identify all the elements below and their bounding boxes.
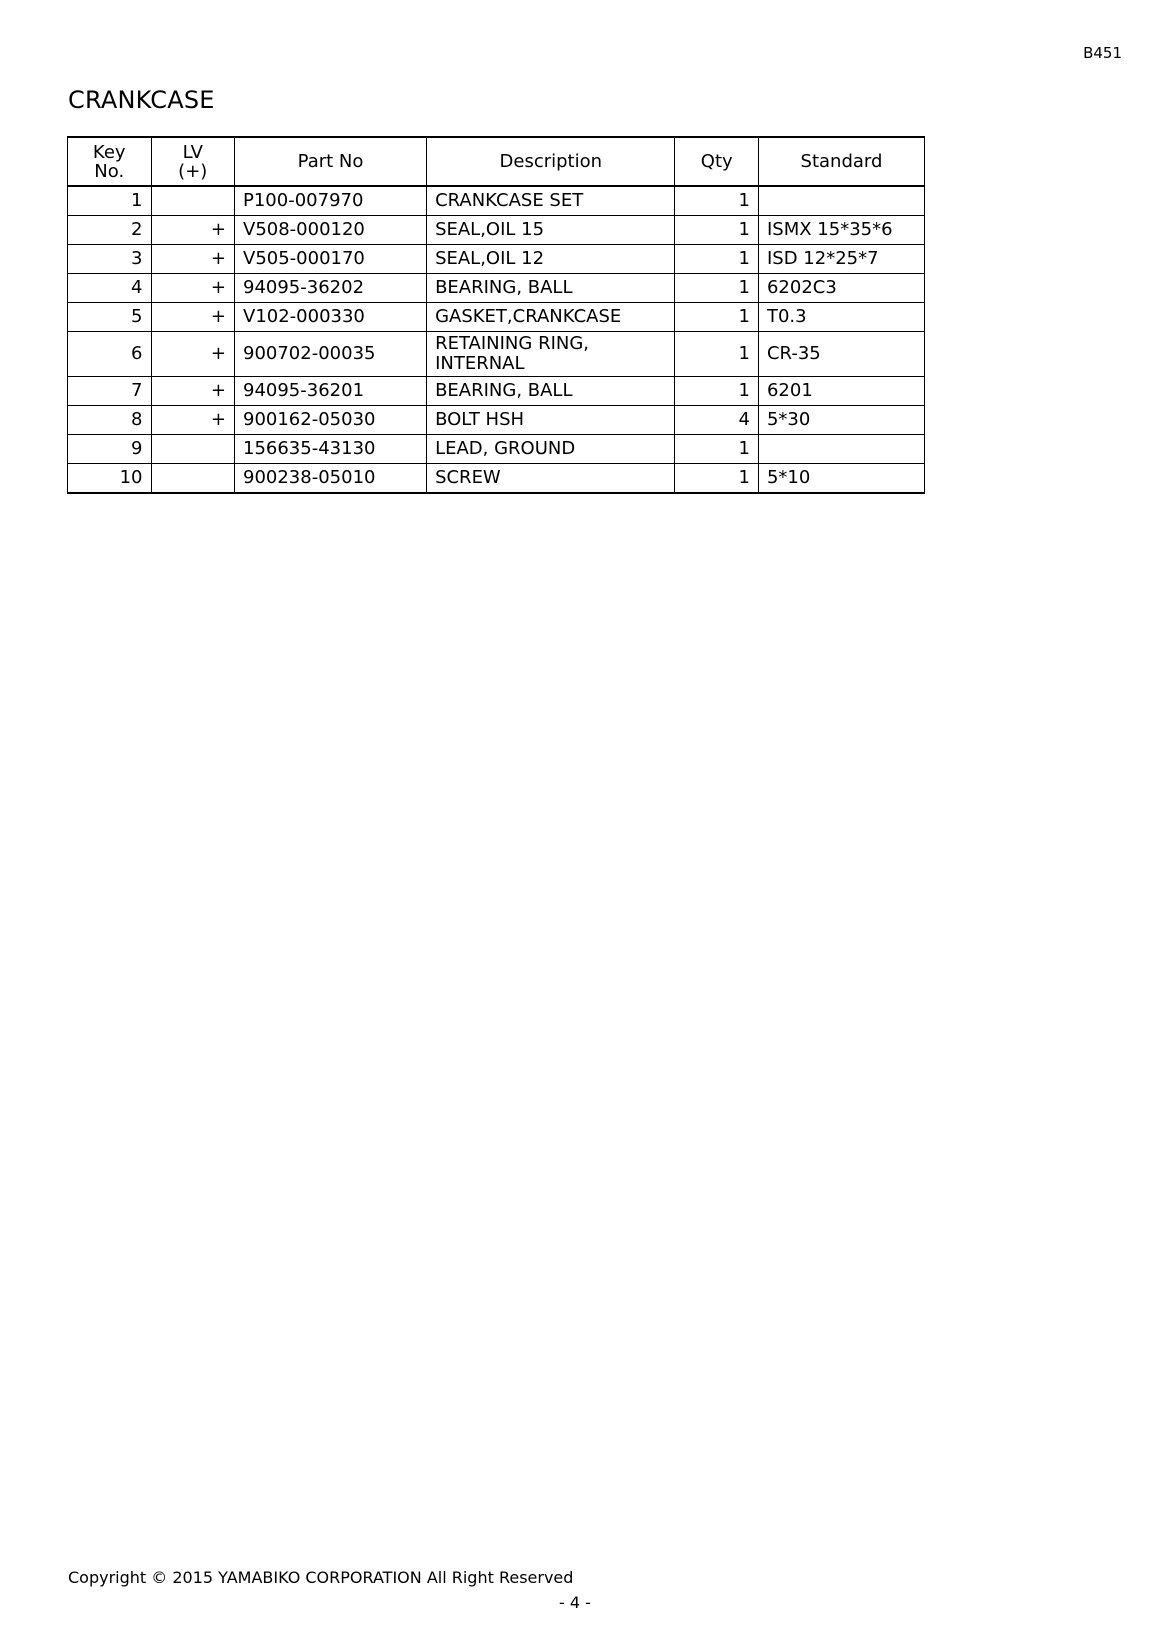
header-qty: Qty: [675, 137, 759, 186]
part-no-cell: V505-000170: [235, 245, 427, 274]
parts-table-body: [68, 186, 925, 493]
part-no-cell: 900238-05010: [235, 464, 427, 494]
header-key-line2: No.: [94, 160, 125, 182]
part-no-cell: V102-000330: [235, 303, 427, 332]
standard-cell: ISD 12*25*7: [758, 245, 924, 274]
page-number: - 4 -: [559, 1593, 591, 1612]
header-standard: Standard: [758, 137, 924, 186]
lv-cell: [151, 186, 235, 216]
header-lv-line1: LV: [182, 141, 203, 163]
qty-cell: 1: [675, 464, 759, 494]
key-no-cell: 4: [68, 274, 152, 303]
header-row: [68, 137, 925, 186]
description-line: BEARING, BALL: [435, 380, 573, 401]
key-no-cell: 9: [68, 435, 152, 464]
key-no-cell: 6: [68, 332, 152, 377]
key-no-cell: 5: [68, 303, 152, 332]
table-row: [68, 377, 925, 406]
lv-cell: [151, 464, 235, 494]
qty-cell: 1: [675, 245, 759, 274]
description-cell: [427, 186, 675, 216]
header-part-no: Part No: [235, 137, 427, 186]
description-line: GASKET,CRANKCASE: [435, 306, 622, 327]
description-cell: [427, 332, 675, 377]
part-no-cell: 900702-00035: [235, 332, 427, 377]
standard-cell: T0.3: [758, 303, 924, 332]
key-no-cell: 10: [68, 464, 152, 494]
header-key-line1: Key: [92, 141, 126, 163]
description-cell: [427, 435, 675, 464]
header-description: Description: [427, 137, 675, 186]
table-row: [68, 464, 925, 494]
qty-cell: 1: [675, 303, 759, 332]
description-cell: [427, 406, 675, 435]
table-row: [68, 406, 925, 435]
table-row: [68, 186, 925, 216]
table-row: [68, 245, 925, 274]
part-no-cell: V508-000120: [235, 216, 427, 245]
part-no-cell: 156635-43130: [235, 435, 427, 464]
description-cell: [427, 274, 675, 303]
description-cell: [427, 464, 675, 494]
description-line: SEAL,OIL 15: [435, 219, 545, 240]
standard-cell: 5*10: [758, 464, 924, 494]
part-no-cell: 94095-36202: [235, 274, 427, 303]
qty-cell: 1: [675, 435, 759, 464]
copyright-notice: Copyright © 2015 YAMABIKO CORPORATION All Right Reserved: [68, 1568, 574, 1587]
table-row: [68, 435, 925, 464]
description-line: CRANKCASE SET: [435, 190, 584, 211]
table-row: [68, 303, 925, 332]
part-no-cell: 900162-05030: [235, 406, 427, 435]
lv-cell: +: [151, 377, 235, 406]
key-no-cell: 2: [68, 216, 152, 245]
lv-cell: +: [151, 245, 235, 274]
description-line: BOLT HSH: [435, 409, 525, 430]
description-line: RETAINING RING,: [435, 333, 590, 354]
standard-cell: ISMX 15*35*6: [758, 216, 924, 245]
parts-table: [67, 136, 925, 494]
table-row: [68, 274, 925, 303]
description-cell: [427, 245, 675, 274]
standard-cell: 6201: [758, 377, 924, 406]
header-key-no: [68, 137, 152, 186]
description-line: SCREW: [435, 467, 501, 488]
qty-cell: 1: [675, 377, 759, 406]
table-row: [68, 332, 925, 377]
table-row: [68, 216, 925, 245]
section-title: CRANKCASE: [68, 86, 215, 114]
key-no-cell: 3: [68, 245, 152, 274]
header-lv: [151, 137, 235, 186]
part-no-cell: 94095-36201: [235, 377, 427, 406]
document-code: B451: [1083, 44, 1122, 62]
key-no-cell: 8: [68, 406, 152, 435]
standard-cell: CR-35: [758, 332, 924, 377]
lv-cell: +: [151, 216, 235, 245]
lv-cell: +: [151, 406, 235, 435]
qty-cell: 1: [675, 186, 759, 216]
description-line: LEAD, GROUND: [435, 438, 576, 459]
description-line: BEARING, BALL: [435, 277, 573, 298]
part-no-cell: P100-007970: [235, 186, 427, 216]
qty-cell: 1: [675, 216, 759, 245]
key-no-cell: 1: [68, 186, 152, 216]
description-cell: [427, 303, 675, 332]
standard-cell: [758, 186, 924, 216]
standard-cell: 6202C3: [758, 274, 924, 303]
header-lv-line2: (+): [178, 160, 208, 182]
description-line: INTERNAL: [435, 353, 525, 374]
lv-cell: [151, 435, 235, 464]
lv-cell: +: [151, 274, 235, 303]
parts-table-header: [68, 137, 925, 186]
standard-cell: [758, 435, 924, 464]
lv-cell: +: [151, 332, 235, 377]
qty-cell: 1: [675, 332, 759, 377]
description-line: SEAL,OIL 12: [435, 248, 545, 269]
qty-cell: 1: [675, 274, 759, 303]
lv-cell: +: [151, 303, 235, 332]
description-cell: [427, 216, 675, 245]
standard-cell: 5*30: [758, 406, 924, 435]
description-cell: [427, 377, 675, 406]
qty-cell: 4: [675, 406, 759, 435]
key-no-cell: 7: [68, 377, 152, 406]
